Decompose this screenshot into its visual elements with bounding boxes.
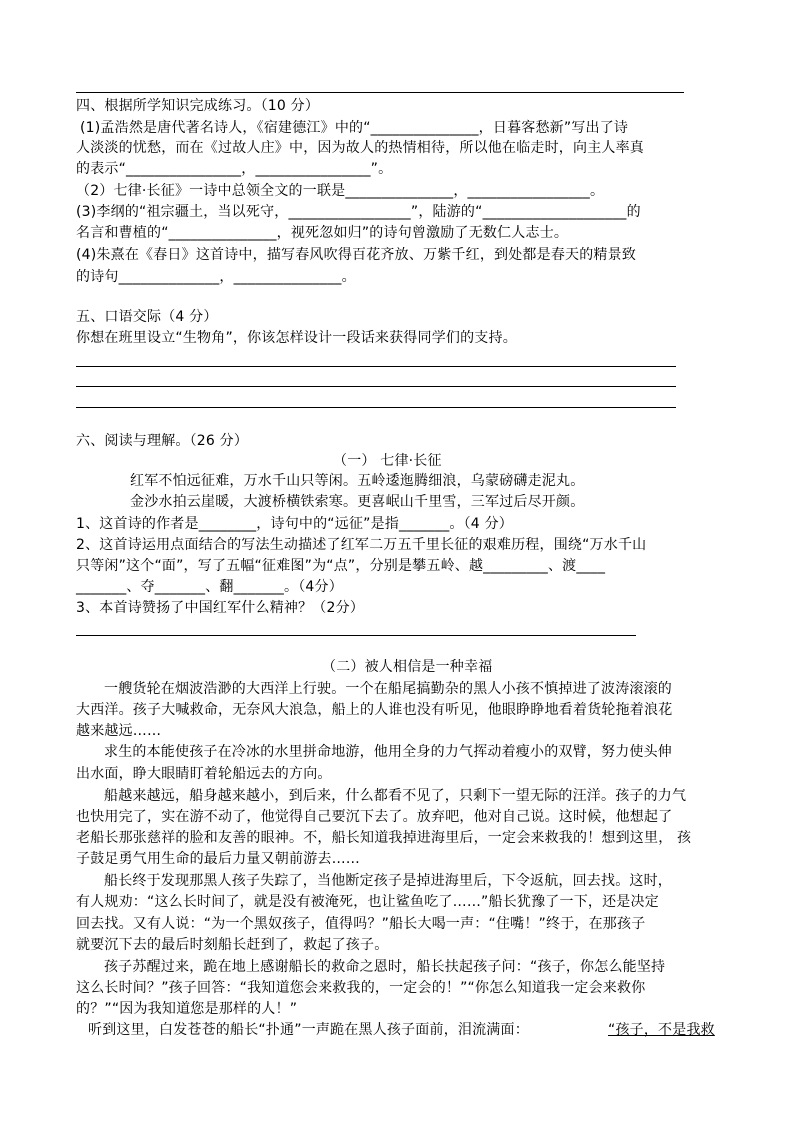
passage-line: 越来越远…… — [76, 723, 162, 739]
passage-line: 大西洋。孩子大喊救命，无奈风大浪急，船上的人谁也没有听见，他眼睁睁地看着货轮拖着浪花 — [76, 702, 673, 718]
section4-line: 的诗句______________，_______________。 — [76, 269, 356, 285]
passage-line: 的？”“因为我知道您是那样的人！” — [76, 1001, 298, 1017]
passage-line: 回去找。又有人说：“为一个黑奴孩子，值得吗？”船长大喝一声：“住嘴！”终于，在那孩子 — [76, 916, 646, 932]
section4-title: 四、根据所学知识完成练习。（10 分） — [76, 98, 320, 114]
question-line: _______、夺_______、翻_______。（4分） — [76, 579, 343, 595]
section5-prompt: 你想在班里设立“生物角”，你该怎样设计一段话来获得同学们的支持。 — [76, 330, 517, 346]
section5-title: 五、口语交际（4 分） — [76, 309, 218, 325]
passage-underlined: “孩子，不是我救 — [608, 1022, 715, 1038]
section4-line: 的表示“________________，________________”。 — [76, 161, 393, 177]
passage-line: 听到这里，白发苍苍的船长“扑通”一声跪在黑人孩子面前，泪流满面： — [88, 1022, 529, 1038]
section4-line: (4)朱熹在《春日》这首诗中，描写春风吹得百花齐放、万紫千红，到处都是春天的精景致 — [76, 247, 637, 263]
passage-line: 孩子苏醒过来，跪在地上感谢船长的救命之恩时，船长扶起孩子问：“孩子，你怎么能坚持 — [104, 959, 666, 975]
section4-line: 人淡淡的忧愁，而在《过故人庄》中，因为故人的热情相待，所以他在临走时，向主人率真 — [76, 140, 644, 156]
passage-line: 船越来越远，船身越来越小，到后来，什么都看不见了，只剩下一望无际的汪洋。孩子的力气 — [104, 788, 687, 804]
passage-line: 船长终于发现那黑人孩子失踪了，当他断定孩子是掉进海里后，下令返航，回去找。这时， — [104, 873, 672, 889]
passage-line: 也快用完了，实在游不动了，他觉得自己要沉下去了。放弃吧，他对自己说。这时候，他想起了 — [76, 809, 673, 825]
passage-line: 求生的本能使孩子在冷冰的水里拼命地游，他用全身的力气挥动着瘦小的双臂，努力使头伸 — [104, 744, 672, 760]
answer-line — [76, 366, 676, 367]
section4-line: 名言和曹植的“_______________，视死忽如归”的诗句曾激励了无数仁人志士。 — [76, 225, 569, 241]
passage-line: 这么长时间？”孩子回答：“我知道您会来救我的，一定会的！”“你怎么知道我一定会来救你 — [76, 980, 646, 996]
answer-line — [76, 635, 636, 636]
passage-line: 有人规劝：“这么长时间了，就是没有被淹死，也让鲨鱼吃了……”船长犹豫了一下，还是决定 — [76, 894, 659, 910]
poem-line: 金沙水拍云崖暖，大渡桥横铁索寒。更喜岷山千里雪，三军过后尽开颜。 — [130, 494, 585, 510]
part2-heading: （二）被人相信是一种幸福 — [322, 659, 493, 675]
passage-line: 子鼓足勇气用生命的最后力量又朝前游去…… — [76, 851, 360, 867]
question-line: 1、这首诗的作者是________，诗句中的“远征”是指_______。（4 分） — [76, 516, 513, 532]
answer-line — [76, 386, 676, 387]
answer-line — [76, 407, 676, 408]
question-line: 只等闲”这个“面”，写了五幅“征难图”为“点”，分别是攀五岭、越_________、渡____ — [76, 558, 606, 574]
question-line: 3、本首诗赞扬了中国红军什么精神？（2分） — [76, 600, 365, 616]
answer-line-top — [76, 92, 684, 93]
section4-line: (3)李纲的“祖宗疆土，当以死守，_________________”，陆游的“____________________的 — [76, 204, 641, 220]
passage-line: 一艘货轮在烟波浩渺的大西洋上行驶。一个在船尾搞勤杂的黑人小孩不慎掉进了波涛滚滚的 — [104, 681, 672, 697]
passage-line: 老船长那张慈祥的脸和友善的眼神。不，船长知道我掉进海里后，一定会来救我的！想到这里， 孩 — [76, 830, 692, 846]
question-line: 2、这首诗运用点面结合的写法生动描述了红军二万五千里长征的艰难历程，围绕“万水千山 — [76, 537, 647, 553]
section4-line: (1)孟浩然是唐代著名诗人，《宿建德江》中的“_______________，日暮客愁新”写出了诗 — [80, 120, 629, 136]
part1-heading: （一） 七律·长征 — [333, 453, 442, 469]
section4-line: （2）七律·长征》一诗中总领全文的一联是_______________，_________________。 — [76, 183, 605, 199]
passage-line: 出水面，睁大眼睛盯着轮船远去的方向。 — [76, 766, 332, 782]
poem-line: 红军不怕远征难，万水千山只等闲。五岭逶迤腾细浪，乌蒙磅礴走泥丸。 — [130, 473, 585, 489]
section6-title: 六、阅读与理解。（26 分） — [76, 433, 249, 449]
passage-line: 就要沉下去的最后时刻船长赶到了，救起了孩子。 — [76, 937, 389, 953]
